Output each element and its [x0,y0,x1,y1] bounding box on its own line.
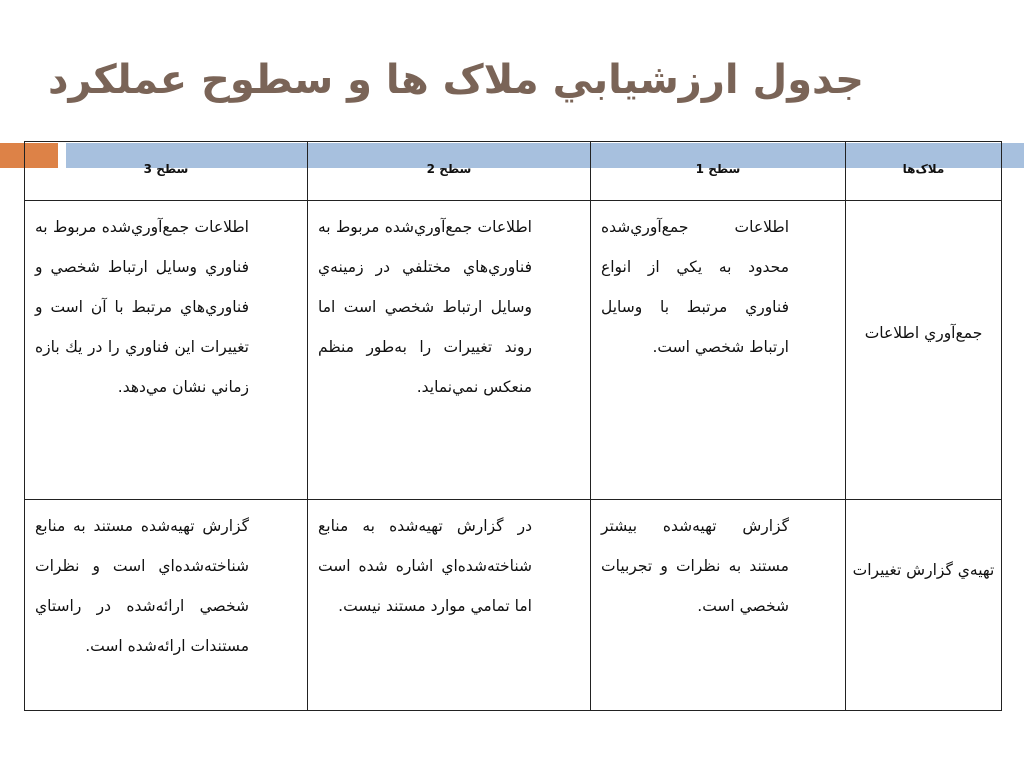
header-cell-level1 [591,142,846,201]
slide-title: جدول ارزشيابي ملاک ها و سطوح عملکرد [47,57,864,103]
row1-level3-text: اطلاعات جمع‌آوري‌شده مربوط به فناوري وسايل ارتباط شخصي و فناوري‌هاي مرتبط با آن است و تغييرات اين فناوري را در يك بازه زماني نشان مي‌دهد. [35,218,249,396]
header-level2: سطح 2 [426,162,472,176]
header-cell-level3 [25,142,308,201]
row1-level2-text: اطلاعات جمع‌آوري‌شده مربوط به فناوري‌هاي مختلفي در زمينه‌ي وسايل ارتباط شخصي است اما روند تغييرات را به‌طور منظم منعكس نمي‌نمايد. [318,218,532,396]
cell-row2-level2 [308,500,591,711]
row1-level1-text: اطلاعات جمع‌آوري‌شده محدود به يكي از انواع فناوري مرتبط با وسايل ارتباط شخصي است. [601,218,789,356]
evaluation-table [24,141,1002,711]
table-row [25,201,1002,500]
cell-row2-criterion [846,500,1002,711]
row2-criterion-text: تهيه‌ي گزارش تغييرات [852,561,995,579]
table-row [25,500,1002,711]
header-cell-criteria [846,142,1002,201]
cell-row2-level3 [25,500,308,711]
cell-row1-criterion [846,201,1002,500]
row2-level2-text: در گزارش تهيه‌شده به منابع شناخته‌شده‌اي اشاره شده است اما تمامي موارد مستند نيست. [318,517,532,615]
header-cell-level2 [308,142,591,201]
table-header-row [25,142,1002,201]
cell-row1-level3 [25,201,308,500]
cell-row1-level1 [591,201,846,500]
row1-criterion-text: جمع‌آوري اطلاعات [864,324,983,342]
header-level1: سطح 1 [695,162,741,176]
row2-level1-text: گزارش تهيه‌شده بيشتر مستند به نظرات و تجربيات شخصي است. [601,517,789,615]
header-criteria: ملاک‌ها [902,162,945,176]
row2-level3-text: گزارش تهيه‌شده مستند به منابع شناخته‌شده‌اي است و نظرات شخصي ارائه‌شده در راستاي مستندات ارائه‌شده است. [35,517,249,655]
cell-row1-level2 [308,201,591,500]
cell-row2-level1 [591,500,846,711]
header-level3: سطح 3 [143,162,189,176]
